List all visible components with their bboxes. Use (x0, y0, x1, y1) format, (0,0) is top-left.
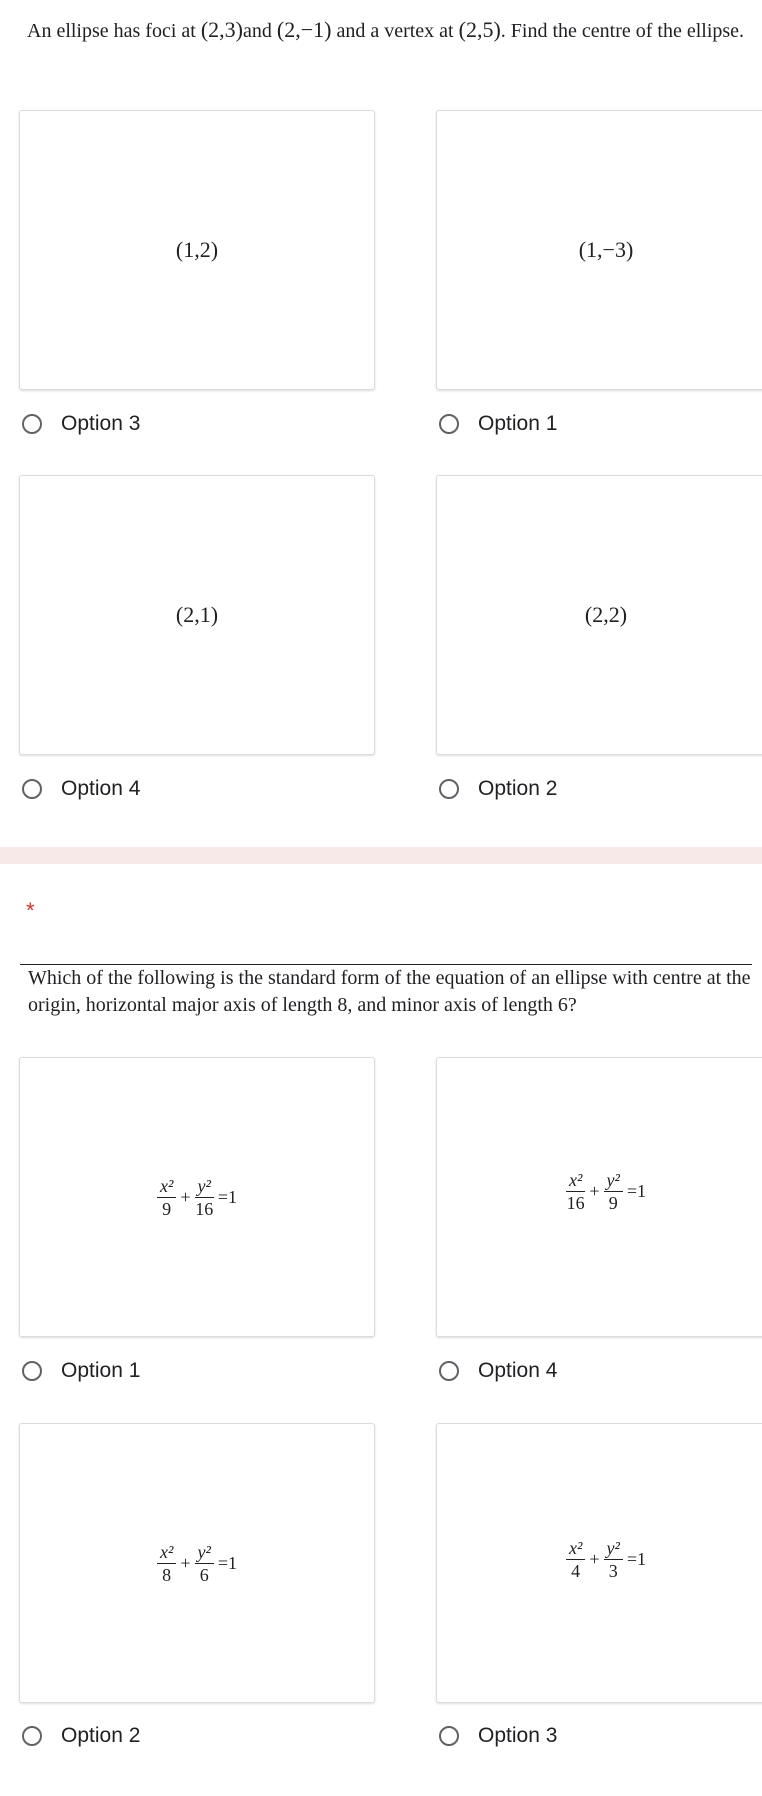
radio-button[interactable] (22, 779, 42, 799)
x-numerator: x² (157, 1542, 176, 1564)
q2-option-1-label: Option 1 (61, 1359, 141, 1382)
q1-option-1-image-text: (1,−3) (578, 237, 634, 262)
plus-sign: + (589, 1548, 600, 1569)
question-1-prefix: An ellipse has foci at (27, 20, 201, 42)
q1-option-4[interactable] (22, 777, 140, 801)
y-numerator: y² (195, 1542, 214, 1564)
q2-option-3-equation (564, 1538, 648, 1581)
x-numerator: x² (566, 1538, 585, 1560)
y-numerator: y² (604, 1170, 623, 1192)
q1-option-2[interactable] (439, 777, 557, 801)
y-numerator: y² (604, 1538, 623, 1560)
q2-option-4[interactable] (439, 1359, 557, 1383)
q2-option-2-image (19, 1423, 375, 1703)
equals-one: =1 (626, 1548, 647, 1569)
q2-option-2[interactable] (22, 1724, 140, 1748)
x-denominator: 16 (566, 1192, 585, 1213)
x-denominator: 8 (162, 1564, 172, 1585)
y-denominator: 6 (199, 1564, 209, 1585)
equals-one: =1 (626, 1180, 647, 1201)
radio-button[interactable] (22, 1361, 42, 1381)
question-2-text: Which of the following is the standard form of the equation of an ellipse with centre at the origin, horizontal major axis of length 8, and minor axis of length 6? (28, 967, 751, 1016)
section-divider (0, 847, 762, 864)
y-denominator: 16 (195, 1198, 214, 1219)
q1-option-4-image-text: (2,1) (175, 602, 219, 627)
y-denominator: 3 (608, 1560, 618, 1581)
q1-option-1[interactable] (439, 412, 557, 436)
q1-option-1-label: Option 1 (478, 412, 558, 435)
focus-1: (2,3) (200, 17, 243, 42)
q1-option-4-image (19, 475, 375, 755)
q2-option-1-equation (155, 1176, 239, 1219)
q2-option-4-equation (564, 1170, 648, 1213)
focus-2: (2,−1) (276, 17, 332, 42)
q2-option-2-label: Option 2 (61, 1724, 141, 1747)
x-numerator: x² (566, 1170, 585, 1192)
y-numerator: y² (195, 1176, 214, 1198)
question-1-and: and (243, 20, 277, 42)
question-1-suffix: . Find the centre of the ellipse. (500, 20, 745, 42)
q2-option-4-label: Option 4 (478, 1359, 558, 1382)
radio-button[interactable] (439, 1726, 459, 1746)
q2-option-3-image (436, 1423, 762, 1703)
q1-option-2-image (436, 475, 762, 755)
plus-sign: + (180, 1186, 191, 1207)
radio-button[interactable] (22, 414, 42, 434)
x-denominator: 9 (162, 1198, 172, 1219)
required-marker: * (26, 898, 35, 923)
q1-option-3[interactable] (22, 412, 140, 436)
plus-sign: + (180, 1552, 191, 1573)
question-1-text (27, 12, 747, 49)
q1-option-3-image (19, 110, 375, 390)
radio-button[interactable] (22, 1726, 42, 1746)
q1-option-2-label: Option 2 (478, 777, 558, 800)
q1-option-3-label: Option 3 (61, 412, 141, 435)
radio-button[interactable] (439, 414, 459, 434)
plus-sign: + (589, 1180, 600, 1201)
x-denominator: 4 (571, 1560, 581, 1581)
equals-one: =1 (217, 1552, 238, 1573)
q1-option-4-label: Option 4 (61, 777, 141, 800)
vertex: (2,5) (458, 17, 501, 42)
q1-option-3-image-text: (1,2) (175, 237, 219, 262)
x-numerator: x² (157, 1176, 176, 1198)
q1-option-2-image-text: (2,2) (584, 602, 628, 627)
radio-button[interactable] (439, 779, 459, 799)
equals-one: =1 (217, 1186, 238, 1207)
q2-option-3-label: Option 3 (478, 1724, 558, 1747)
y-denominator: 9 (608, 1192, 618, 1213)
q2-option-1[interactable] (22, 1359, 140, 1383)
q1-option-1-image (436, 110, 762, 390)
q2-option-3[interactable] (439, 1724, 557, 1748)
q2-option-4-image (436, 1057, 762, 1337)
q2-option-2-equation (155, 1542, 239, 1585)
question-1-vertex-text: and a vertex at (331, 20, 459, 42)
radio-button[interactable] (439, 1361, 459, 1381)
q2-option-1-image (19, 1057, 375, 1337)
